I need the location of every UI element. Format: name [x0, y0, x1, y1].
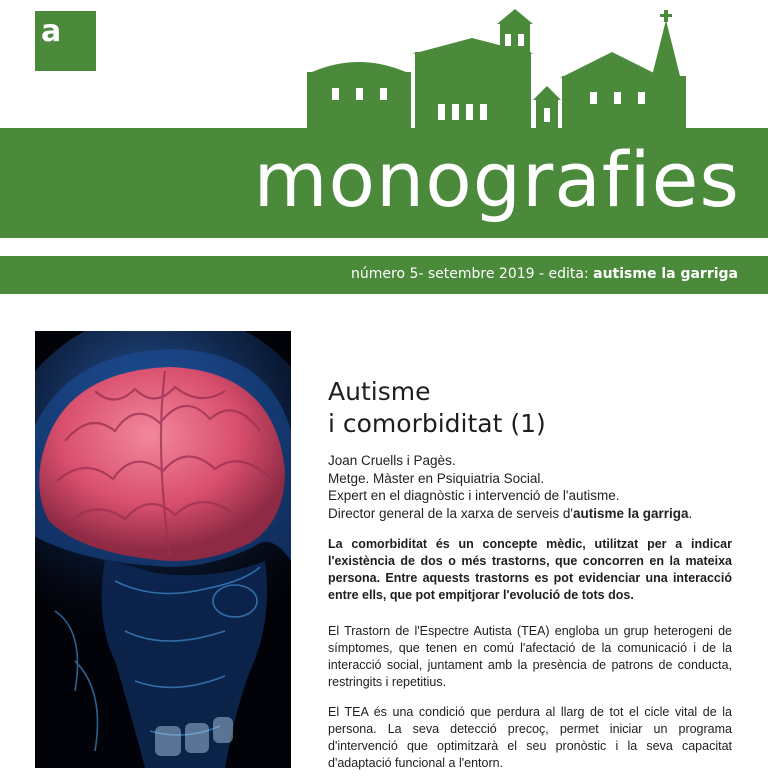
author-role-2: Expert en el diagnòstic i intervenció de l'autisme. [328, 488, 620, 503]
body-paragraph-2: El TEA és una condició que perdura al llarg de tot el cicle vital de la persona. La seva detecció precoç, permet iniciar un programa d'intervenció que optimitzarà el seu pronòstic i la seva capacitat d'adaptació funcional a l'entorn. [328, 704, 732, 770]
author-role-3 [328, 505, 732, 523]
town-skyline-icon [0, 0, 768, 134]
issue-info [351, 266, 738, 282]
issue-prefix: número 5- setembre 2019 - edita: [351, 266, 594, 282]
author-role-3-prefix: Director general de la xarxa de serveis d' [328, 505, 573, 521]
article-title-line1: Autisme [328, 377, 431, 406]
masthead-title: monografies [253, 135, 740, 224]
logo-letter: a [41, 14, 62, 49]
author-role-3-suffix: . [688, 505, 693, 521]
issue-bar [0, 256, 768, 294]
article-title [328, 376, 732, 440]
article [328, 376, 732, 784]
author-role-1: Metge. Màster en Psiquiatria Social. [328, 470, 545, 486]
issue-publisher: autisme la garriga [593, 266, 738, 282]
lead-paragraph: La comorbiditat és un concepte mèdic, utilitzat per a indicar l'existència de dos o més trastorns, que concorren en la mateixa persona. Entre aquests trastorns es pot evidenciar una interacció entre ells, que pot empitjorar l'evolució de tots dos. [328, 537, 732, 602]
body-paragraph-1: El Trastorn de l'Espectre Autista (TEA) engloba un grup heterogeni de símptomes, que tenen en comú l'afectació de la comunicació i de la interacció social, juntament amb la presència de patrons de conducta, restringits i repetitius. [328, 624, 732, 689]
article-title-line2: i comorbiditat (1) [328, 409, 546, 438]
author-block [328, 452, 732, 522]
brain-skull-xray-icon [35, 331, 291, 768]
masthead-band [0, 128, 768, 238]
author-name: Joan Cruells i Pagès. [328, 453, 456, 468]
author-role-3-org: autisme la garriga [572, 505, 689, 521]
brain-illustration [35, 331, 291, 768]
